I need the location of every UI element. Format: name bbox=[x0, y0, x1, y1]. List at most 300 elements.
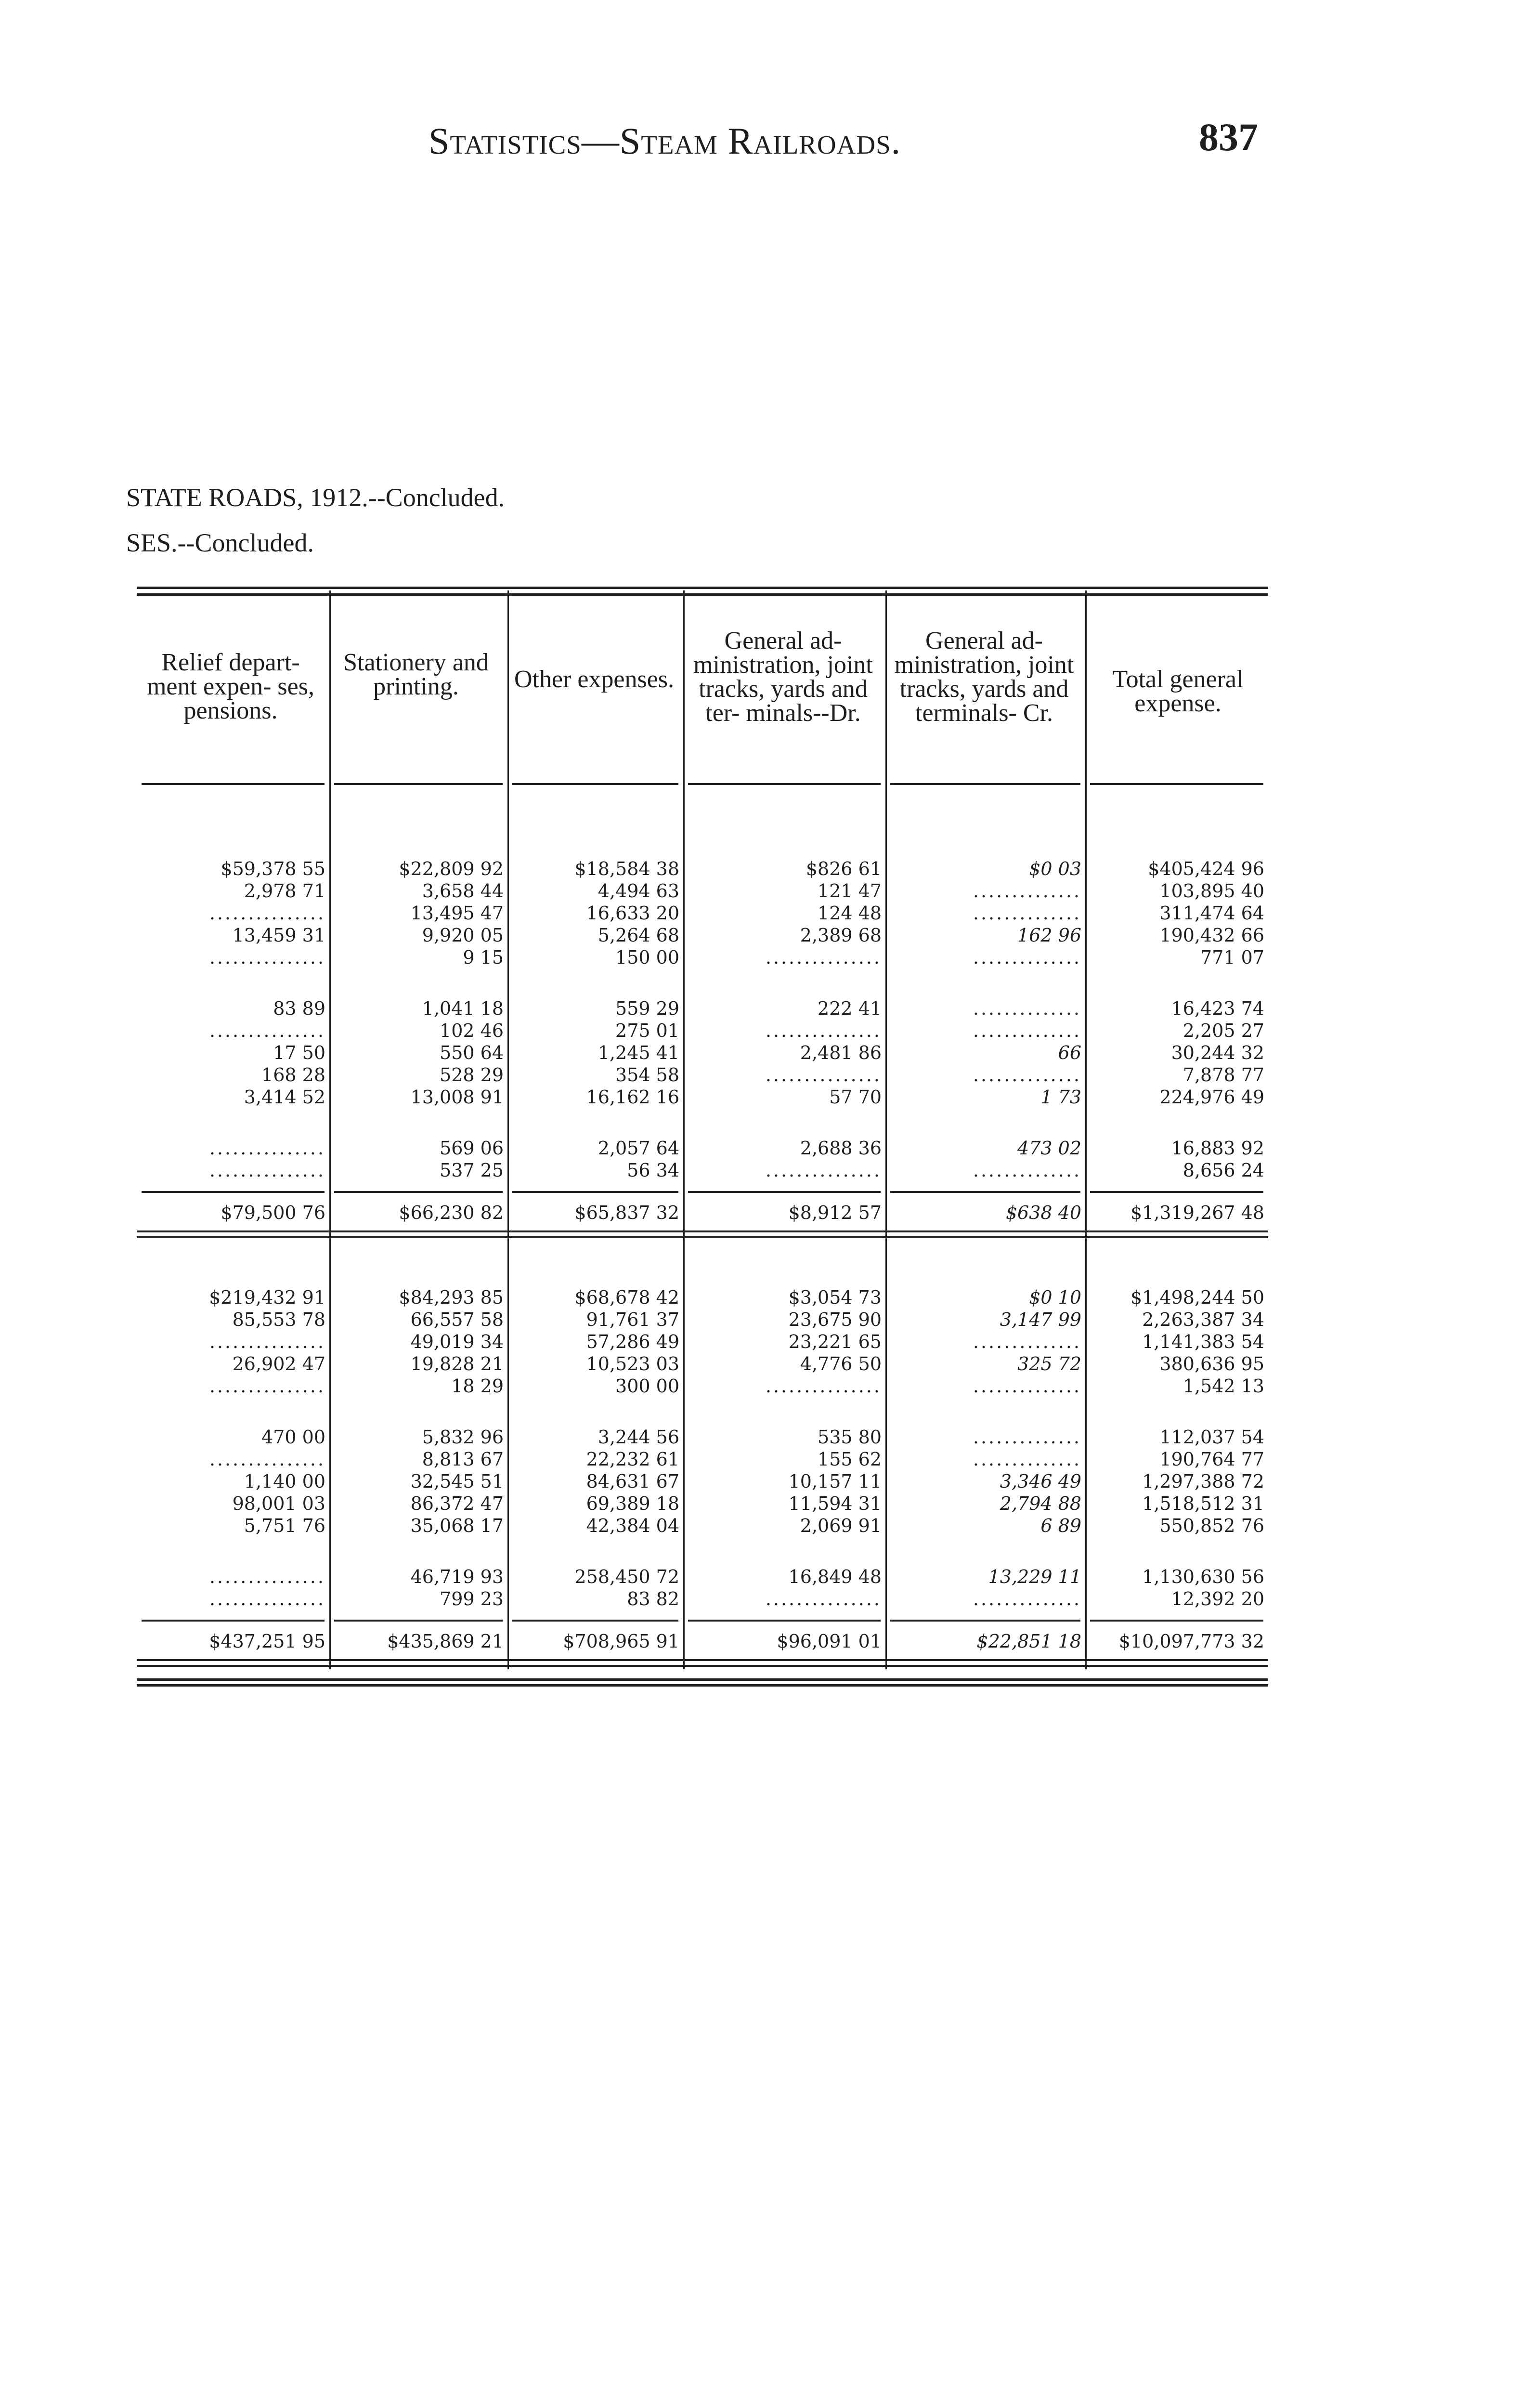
cell-value: 86,372 47 bbox=[410, 1493, 504, 1514]
table-cell bbox=[1017, 1353, 1081, 1375]
table-cell bbox=[689, 1159, 882, 1181]
leader-dots: .............. bbox=[973, 1020, 1081, 1041]
cell-value: 1,297,388 72 bbox=[1142, 1471, 1264, 1492]
table-cell bbox=[221, 858, 325, 880]
table-cell bbox=[615, 946, 679, 968]
table-cell bbox=[689, 1064, 882, 1086]
table-cell bbox=[1142, 1492, 1264, 1515]
cell-value: 91,761 37 bbox=[586, 1309, 679, 1330]
column-header-relief: Relief depart- ment expen- ses, pensions. bbox=[146, 649, 314, 724]
cell-value: 3,244 56 bbox=[598, 1426, 679, 1448]
leader-dots: ............... bbox=[209, 1020, 325, 1041]
column-header-genadmin-dr: General ad- ministration, joint tracks, yards and ter- minals--Dr. bbox=[693, 627, 873, 727]
table-cell bbox=[598, 1137, 679, 1159]
table-cell bbox=[233, 924, 325, 946]
table-cell bbox=[143, 1331, 325, 1353]
table-cell bbox=[574, 1286, 679, 1309]
cell-value: 300 00 bbox=[615, 1375, 679, 1397]
cell-value: 3,658 44 bbox=[422, 880, 504, 902]
table-cell bbox=[891, 1159, 1081, 1181]
table-cell bbox=[615, 1375, 679, 1397]
cell-value: $79,500 76 bbox=[221, 1202, 325, 1223]
table-cell bbox=[586, 1448, 679, 1470]
cell-value: $1,319,267 48 bbox=[1130, 1202, 1264, 1223]
column-divider bbox=[885, 590, 887, 1669]
cell-value: 98,001 03 bbox=[232, 1493, 325, 1514]
column-divider bbox=[507, 590, 509, 1669]
table-cell bbox=[615, 997, 679, 1020]
cell-value: 473 02 bbox=[1017, 1138, 1081, 1159]
header-rule bbox=[1090, 783, 1263, 785]
cell-value: $22,809 92 bbox=[399, 858, 504, 879]
table-cell bbox=[789, 1202, 882, 1224]
cell-value: 35,068 17 bbox=[410, 1515, 504, 1536]
table-cell bbox=[818, 902, 882, 924]
leader-dots: .............. bbox=[973, 947, 1081, 968]
table-cell bbox=[789, 1470, 882, 1492]
cell-value: $96,091 01 bbox=[777, 1631, 882, 1652]
subtotal-rule bbox=[1090, 1191, 1263, 1193]
table-cell bbox=[976, 1630, 1081, 1652]
table-cell bbox=[411, 1470, 504, 1492]
cell-value: 799 23 bbox=[440, 1588, 504, 1610]
cell-value: $826 61 bbox=[805, 858, 882, 879]
leader-dots: ............... bbox=[209, 1449, 325, 1470]
table-cell bbox=[233, 1309, 325, 1331]
table-cell bbox=[143, 1159, 325, 1181]
table-cell bbox=[411, 1086, 504, 1108]
table-cell bbox=[1171, 1042, 1264, 1064]
cell-value: 550,852 76 bbox=[1159, 1515, 1264, 1536]
column-header-genadmin-cr: General ad- ministration, joint tracks, yards and terminals- Cr. bbox=[894, 627, 1074, 727]
table-cell bbox=[143, 1588, 325, 1610]
table-cell bbox=[1200, 946, 1264, 968]
cell-value: 275 01 bbox=[615, 1020, 679, 1041]
table-cell bbox=[1058, 1042, 1081, 1064]
table-cell bbox=[1000, 1309, 1081, 1331]
leader-dots: ............... bbox=[209, 1566, 325, 1587]
cell-value: $3,054 73 bbox=[788, 1287, 882, 1308]
table-cell bbox=[422, 1426, 504, 1448]
leader-dots: ............... bbox=[209, 903, 325, 924]
leader-dots: ............... bbox=[765, 1160, 882, 1181]
bottom-rule bbox=[137, 1684, 1268, 1687]
cell-value: 66 bbox=[1058, 1042, 1081, 1063]
table-cell bbox=[244, 1470, 325, 1492]
table-cell bbox=[244, 1515, 325, 1537]
cell-value: 57,286 49 bbox=[586, 1331, 679, 1352]
leader-dots: .............. bbox=[973, 1449, 1081, 1470]
table-cell bbox=[586, 1331, 679, 1353]
cell-value: 16,162 16 bbox=[586, 1086, 679, 1108]
table-cell bbox=[244, 880, 325, 902]
table-cell bbox=[1029, 858, 1081, 880]
cell-value: 470 00 bbox=[261, 1426, 325, 1448]
cell-value: 23,675 90 bbox=[788, 1309, 882, 1330]
table-cell bbox=[586, 1086, 679, 1108]
cell-value: 13,008 91 bbox=[410, 1086, 504, 1108]
table-cell bbox=[1029, 1286, 1081, 1309]
running-head: Statistics—Steam Railroads. bbox=[429, 120, 901, 162]
table-cell bbox=[586, 1353, 679, 1375]
table-cell bbox=[1159, 902, 1264, 924]
subtotal-rule bbox=[688, 1620, 881, 1622]
cell-value: 162 96 bbox=[1017, 925, 1081, 946]
header-rule bbox=[512, 783, 678, 785]
cell-value: 2,481 86 bbox=[800, 1042, 882, 1063]
cell-value: 84,631 67 bbox=[586, 1471, 679, 1492]
table-cell bbox=[574, 1202, 679, 1224]
leader-dots: ............... bbox=[765, 1375, 882, 1397]
table-cell bbox=[891, 997, 1081, 1020]
cell-value: $65,837 32 bbox=[574, 1202, 679, 1223]
leader-dots: ............... bbox=[765, 1020, 882, 1041]
table-cell bbox=[451, 1375, 504, 1397]
table-cell bbox=[411, 1566, 504, 1588]
cell-value: 155 62 bbox=[818, 1449, 882, 1470]
cell-value: 190,432 66 bbox=[1159, 925, 1264, 946]
cell-value: 13,495 47 bbox=[410, 903, 504, 924]
cell-value: $405,424 96 bbox=[1148, 858, 1264, 879]
subtotal-rule bbox=[142, 1620, 325, 1622]
cell-value: 6 89 bbox=[1040, 1515, 1081, 1536]
cell-value: 23,221 65 bbox=[788, 1331, 882, 1352]
header-rule bbox=[142, 783, 325, 785]
cell-value: 12,392 20 bbox=[1171, 1588, 1264, 1610]
subtotal-rule bbox=[334, 1191, 503, 1193]
table-cell bbox=[1159, 924, 1264, 946]
cell-value: 13,229 11 bbox=[988, 1566, 1081, 1587]
table-cell bbox=[1040, 1086, 1081, 1108]
bottom-rule bbox=[137, 1678, 1268, 1681]
table-cell bbox=[891, 1588, 1081, 1610]
table-subtitle: SES.--Concluded. bbox=[126, 528, 314, 557]
table-cell bbox=[411, 1353, 504, 1375]
cell-value: 150 00 bbox=[615, 947, 679, 968]
table-cell bbox=[1183, 1064, 1264, 1086]
cell-value: 771 07 bbox=[1200, 947, 1264, 968]
table-cell bbox=[818, 1448, 882, 1470]
table-cell bbox=[143, 1448, 325, 1470]
column-header-other: Other expenses. bbox=[514, 666, 675, 693]
cell-value: 1,141,383 54 bbox=[1142, 1331, 1264, 1352]
table-cell bbox=[411, 1331, 504, 1353]
cell-value: $1,498,244 50 bbox=[1130, 1287, 1264, 1308]
table-cell bbox=[789, 1309, 882, 1331]
cell-value: $0 03 bbox=[1029, 858, 1081, 879]
header-rule bbox=[688, 783, 881, 785]
cell-value: $18,584 38 bbox=[574, 858, 679, 879]
cell-value: 2,057 64 bbox=[598, 1138, 679, 1159]
cell-value: $68,678 42 bbox=[574, 1287, 679, 1308]
cell-value: 32,545 51 bbox=[410, 1471, 504, 1492]
table-cell bbox=[399, 1202, 504, 1224]
cell-value: 258,450 72 bbox=[574, 1566, 679, 1587]
table-cell bbox=[411, 1492, 504, 1515]
cell-value: 19,828 21 bbox=[410, 1353, 504, 1374]
cell-value: 311,474 64 bbox=[1159, 903, 1264, 924]
cell-value: 13,459 31 bbox=[232, 925, 325, 946]
table-cell bbox=[1183, 1020, 1264, 1042]
cell-value: $708,965 91 bbox=[563, 1631, 679, 1652]
leader-dots: ............... bbox=[209, 1138, 325, 1159]
table-cell bbox=[399, 858, 504, 880]
table-cell bbox=[1183, 1375, 1264, 1397]
table-title: STATE ROADS, 1912.--Concluded. bbox=[126, 483, 505, 512]
table-cell bbox=[233, 1353, 325, 1375]
table-cell bbox=[777, 1630, 882, 1652]
table-cell bbox=[689, 946, 882, 968]
subtotal-rule bbox=[688, 1191, 881, 1193]
cell-value: 222 41 bbox=[818, 998, 882, 1019]
subtotal-rule bbox=[890, 1191, 1080, 1193]
table-cell bbox=[800, 1042, 882, 1064]
table-cell bbox=[891, 1426, 1081, 1448]
cell-value: $0 10 bbox=[1029, 1287, 1081, 1308]
cell-value: 9,920 05 bbox=[422, 925, 504, 946]
leader-dots: ............... bbox=[765, 1064, 882, 1086]
table-cell bbox=[422, 997, 504, 1020]
table-cell bbox=[411, 902, 504, 924]
table-cell bbox=[422, 924, 504, 946]
table-cell bbox=[800, 1515, 882, 1537]
column-divider bbox=[1085, 590, 1087, 1669]
table-cell bbox=[273, 997, 325, 1020]
cell-value: 42,384 04 bbox=[586, 1515, 679, 1536]
cell-value: 537 25 bbox=[440, 1160, 504, 1181]
table-cell bbox=[800, 1353, 882, 1375]
table-cell bbox=[1159, 880, 1264, 902]
table-cell bbox=[1142, 1470, 1264, 1492]
cell-value: $59,378 55 bbox=[221, 858, 325, 879]
cell-value: 4,776 50 bbox=[800, 1353, 882, 1374]
cell-value: 2,688 36 bbox=[800, 1138, 882, 1159]
cell-value: 83 82 bbox=[627, 1588, 679, 1610]
leader-dots: .............. bbox=[973, 880, 1081, 902]
table-cell bbox=[244, 1086, 325, 1108]
table-cell bbox=[440, 1064, 504, 1086]
leader-dots: ............... bbox=[209, 1375, 325, 1397]
leader-dots: ............... bbox=[209, 1588, 325, 1610]
table-cell bbox=[1130, 1202, 1264, 1224]
cell-value: 3,414 52 bbox=[244, 1086, 325, 1108]
cell-value: 16,849 48 bbox=[788, 1566, 882, 1587]
cell-value: 528 29 bbox=[440, 1064, 504, 1086]
table-cell bbox=[143, 1137, 325, 1159]
table-cell bbox=[891, 880, 1081, 902]
leader-dots: .............. bbox=[973, 998, 1081, 1019]
cell-value: 1,542 13 bbox=[1182, 1375, 1264, 1397]
leader-dots: .............. bbox=[973, 1331, 1081, 1352]
cell-value: 1,130,630 56 bbox=[1142, 1566, 1264, 1587]
cell-value: 2,978 71 bbox=[244, 880, 325, 902]
table-cell bbox=[143, 946, 325, 968]
cell-value: 535 80 bbox=[818, 1426, 882, 1448]
table-cell bbox=[891, 902, 1081, 924]
cell-value: 569 06 bbox=[440, 1138, 504, 1159]
table-cell bbox=[689, 1020, 882, 1042]
cell-value: 18 29 bbox=[451, 1375, 504, 1397]
table-cell bbox=[627, 1159, 679, 1181]
table-cell bbox=[1040, 1515, 1081, 1537]
table-cell bbox=[615, 1020, 679, 1042]
leader-dots: ............... bbox=[209, 947, 325, 968]
table-cell bbox=[1142, 1331, 1264, 1353]
leader-dots: ............... bbox=[209, 1331, 325, 1352]
table-cell bbox=[143, 1375, 325, 1397]
cell-value: 16,423 74 bbox=[1171, 998, 1264, 1019]
table-cell bbox=[440, 1137, 504, 1159]
cell-value: 1,245 41 bbox=[598, 1042, 679, 1063]
cell-value: 10,157 11 bbox=[788, 1471, 882, 1492]
cell-value: $10,097,773 32 bbox=[1118, 1631, 1264, 1652]
page-number: 837 bbox=[1199, 115, 1258, 159]
cell-value: 1,518,512 31 bbox=[1142, 1493, 1264, 1514]
table-cell bbox=[221, 1202, 325, 1224]
cell-value: 5,832 96 bbox=[422, 1426, 504, 1448]
table-cell bbox=[563, 1630, 679, 1652]
table-cell bbox=[261, 1426, 325, 1448]
cell-value: 2,389 68 bbox=[800, 925, 882, 946]
table-cell bbox=[800, 1137, 882, 1159]
table-cell bbox=[143, 1566, 325, 1588]
cell-value: 1,041 18 bbox=[422, 998, 504, 1019]
cell-value: 10,523 03 bbox=[586, 1353, 679, 1374]
table-cell bbox=[1000, 1492, 1081, 1515]
table-cell bbox=[829, 1086, 882, 1108]
table-cell bbox=[689, 1588, 882, 1610]
table-cell bbox=[789, 1286, 882, 1309]
table-cell bbox=[598, 924, 679, 946]
header-rule bbox=[334, 783, 503, 785]
cell-value: 102 46 bbox=[440, 1020, 504, 1041]
table-cell bbox=[233, 1492, 325, 1515]
cell-value: 2,069 91 bbox=[800, 1515, 882, 1536]
cell-value: 8,656 24 bbox=[1182, 1160, 1264, 1181]
cell-value: 11,594 31 bbox=[788, 1493, 882, 1514]
cell-value: 49,019 34 bbox=[410, 1331, 504, 1352]
table-cell bbox=[818, 1426, 882, 1448]
leader-dots: .............. bbox=[973, 1160, 1081, 1181]
section-rule bbox=[137, 1236, 1268, 1238]
cell-value: $22,851 18 bbox=[976, 1631, 1081, 1652]
table-cell bbox=[1159, 1426, 1264, 1448]
table-cell bbox=[586, 1515, 679, 1537]
cell-value: 83 89 bbox=[273, 998, 325, 1019]
table-cell bbox=[891, 1331, 1081, 1353]
table-cell bbox=[689, 1375, 882, 1397]
table-cell bbox=[988, 1566, 1081, 1588]
column-divider bbox=[683, 590, 685, 1669]
cell-value: 56 34 bbox=[627, 1160, 679, 1181]
cell-value: 16,883 92 bbox=[1171, 1138, 1264, 1159]
cell-value: 325 72 bbox=[1017, 1353, 1081, 1374]
cell-value: 354 58 bbox=[615, 1064, 679, 1086]
table-cell bbox=[598, 1426, 679, 1448]
subtotal-rule bbox=[512, 1191, 678, 1193]
subtotal-rule bbox=[512, 1620, 678, 1622]
table-cell bbox=[891, 946, 1081, 968]
table-cell bbox=[586, 902, 679, 924]
cell-value: 5,264 68 bbox=[598, 925, 679, 946]
table-cell bbox=[1171, 997, 1264, 1020]
cell-value: 124 48 bbox=[818, 903, 882, 924]
cell-value: 17 50 bbox=[273, 1042, 325, 1063]
table-cell bbox=[1159, 1086, 1264, 1108]
table-cell bbox=[387, 1630, 504, 1652]
cell-value: $638 40 bbox=[1005, 1202, 1081, 1223]
table-cell bbox=[411, 1515, 504, 1537]
table-cell bbox=[789, 1566, 882, 1588]
cell-value: 46,719 93 bbox=[410, 1566, 504, 1587]
cell-value: 22,232 61 bbox=[586, 1449, 679, 1470]
cell-value: 103,895 40 bbox=[1159, 880, 1264, 902]
table-cell bbox=[1017, 1137, 1081, 1159]
cell-value: 66,557 58 bbox=[410, 1309, 504, 1330]
leader-dots: ............... bbox=[209, 1160, 325, 1181]
cell-value: 2,794 88 bbox=[1000, 1493, 1081, 1514]
cell-value: 16,633 20 bbox=[586, 903, 679, 924]
cell-value: 57 70 bbox=[829, 1086, 882, 1108]
table-cell bbox=[598, 1042, 679, 1064]
column-header-total: Total general expense. bbox=[1112, 666, 1244, 717]
table-cell bbox=[1183, 1159, 1264, 1181]
table-cell bbox=[463, 946, 504, 968]
leader-dots: .............. bbox=[973, 1426, 1081, 1448]
table-cell bbox=[891, 1064, 1081, 1086]
subtotal-rule bbox=[890, 1620, 1080, 1622]
cell-value: 559 29 bbox=[615, 998, 679, 1019]
table-cell bbox=[261, 1064, 325, 1086]
table-cell bbox=[1017, 924, 1081, 946]
table-cell bbox=[273, 1042, 325, 1064]
cell-value: $219,432 91 bbox=[209, 1287, 325, 1308]
table-cell bbox=[209, 1286, 325, 1309]
column-header-stationery: Stationery and printing. bbox=[343, 649, 489, 700]
cell-value: 168 28 bbox=[261, 1064, 325, 1086]
table-cell bbox=[399, 1286, 504, 1309]
table-cell bbox=[1159, 1515, 1264, 1537]
table-cell bbox=[789, 1492, 882, 1515]
table-cell bbox=[411, 1309, 504, 1331]
table-cell bbox=[440, 1588, 504, 1610]
table-cell bbox=[143, 902, 325, 924]
cell-value: 26,902 47 bbox=[232, 1353, 325, 1374]
leader-dots: ............... bbox=[765, 947, 882, 968]
table-cell bbox=[800, 924, 882, 946]
section-rule bbox=[137, 1659, 1268, 1661]
table-cell bbox=[891, 1020, 1081, 1042]
cell-value: 1,140 00 bbox=[244, 1471, 325, 1492]
table-cell bbox=[1142, 1566, 1264, 1588]
table-cell bbox=[615, 1064, 679, 1086]
table-cell bbox=[789, 1331, 882, 1353]
cell-value: 112,037 54 bbox=[1159, 1426, 1264, 1448]
subtotal-rule bbox=[142, 1191, 325, 1193]
column-divider bbox=[329, 590, 331, 1669]
table-cell bbox=[598, 880, 679, 902]
cell-value: 121 47 bbox=[818, 880, 882, 902]
cell-value: 3,346 49 bbox=[1000, 1471, 1081, 1492]
table-cell bbox=[143, 1020, 325, 1042]
leader-dots: .............. bbox=[973, 1588, 1081, 1610]
table-cell bbox=[440, 1159, 504, 1181]
cell-value: $8,912 57 bbox=[788, 1202, 882, 1223]
table-cell bbox=[891, 1375, 1081, 1397]
table-cell bbox=[574, 858, 679, 880]
cell-value: 3,147 99 bbox=[1000, 1309, 1081, 1330]
cell-value: 190,764 77 bbox=[1159, 1449, 1264, 1470]
